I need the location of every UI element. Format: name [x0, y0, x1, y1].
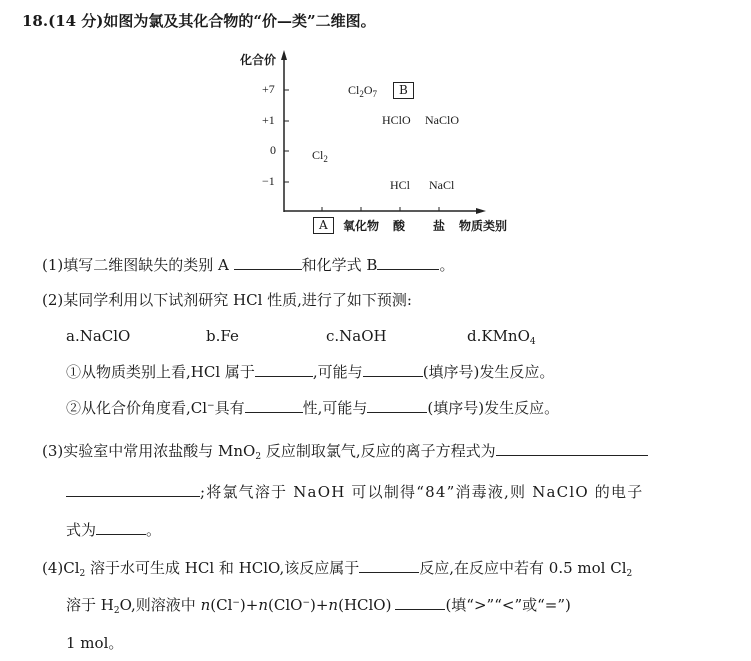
option-b: b.Fe [206, 327, 239, 345]
option-c: c.NaOH [326, 327, 387, 345]
y-tick-label: +1 [262, 113, 275, 127]
blank-a[interactable] [234, 255, 302, 270]
p4-text-f: (Cl [210, 596, 233, 614]
blank-b[interactable] [377, 255, 439, 270]
p1-mid: 和化学式 B [301, 256, 378, 274]
x-category-acid: 酸 [393, 219, 406, 233]
p4-sup1: − [232, 598, 240, 608]
p4-text-g: )+ [239, 596, 259, 614]
p4-sup2: − [302, 598, 310, 608]
p3-text-d: 式为 [66, 521, 97, 539]
part-3-line-1 [42, 441, 648, 461]
part-3-line-2 [66, 482, 643, 502]
x-category-salt: 盐 [433, 219, 446, 233]
point-naclo: NaClO [425, 113, 459, 127]
part-4-line-2 [66, 595, 571, 615]
part-4-line-3: 1 mol。 [66, 634, 124, 652]
p4-n1: n [200, 596, 211, 614]
question-title: 18.(14 分)如图为氯及其化合物的“价—类”二维图。 [22, 12, 376, 30]
q1-text-c: (填序号)发生反应。 [422, 363, 555, 381]
p4-sub-a: 2 [79, 569, 86, 579]
option-a: a.NaClO [66, 327, 131, 345]
x-category-a-box: A [313, 217, 334, 234]
blank-electron-formula[interactable] [96, 520, 146, 535]
p4-text-d: 溶于 H [66, 596, 114, 614]
p3-text-a: (3)实验室中常用浓盐酸与 MnO [42, 442, 256, 460]
blank-q2-property[interactable] [245, 398, 303, 413]
p1-text: (1)填写二维图缺失的类别 A [42, 256, 229, 274]
point-hcl: HCl [390, 178, 411, 192]
y-axis-label: 化合价 [240, 53, 277, 67]
part-2-intro: (2)某同学利用以下试剂研究 HCl 性质,进行了如下预测: [42, 291, 412, 309]
p4-sub-c: 2 [626, 569, 633, 579]
p4-text-e: O,则溶液中 [119, 596, 201, 614]
q2-text-a: ②从化合价角度看,Cl [66, 399, 208, 417]
blank-q1-class[interactable] [255, 362, 313, 377]
p4-text-k: (填“>”“<”或“=”) [445, 596, 571, 614]
point-b-box: B [393, 82, 414, 99]
y-tick-label: 0 [270, 143, 276, 157]
part-1 [42, 255, 454, 275]
part-2-q1 [66, 362, 554, 382]
point-hclo: HClO [382, 113, 411, 127]
p4-sub-d: 2 [113, 606, 120, 616]
p4-n3: n [328, 596, 339, 614]
p3-text-e: 。 [146, 521, 162, 539]
p1-suffix: 。 [439, 256, 455, 274]
blank-q2-options[interactable] [367, 398, 427, 413]
point-cl2o7: $Cl_2O_7$ [348, 83, 378, 99]
p4-text-a: (4)Cl [42, 559, 80, 577]
part-2-q2 [66, 398, 559, 418]
q2-text-c: 性,可能与 [302, 399, 368, 417]
point-cl2: $Cl_2$ [312, 148, 328, 164]
blank-reaction-type[interactable] [359, 558, 419, 573]
p3-text-b: 反应制取氯气,反应的离子方程式为 [261, 442, 496, 460]
blank-ionic-equation-1[interactable] [496, 441, 648, 456]
p4-text-j: (HClO) [338, 596, 392, 614]
x-axis-label: 物质类别 [459, 219, 508, 233]
point-nacl: NaCl [429, 178, 455, 192]
p4-text-c: 反应,在反应中若有 0.5 mol Cl [419, 559, 627, 577]
option-d-text: d.KMnO [467, 327, 530, 345]
q2-text-b: 具有 [214, 399, 245, 417]
y-tick-label: −1 [262, 174, 275, 188]
p3-text-c: ;将氯气溶于 NaOH 可以制得“84”消毒液,则 NaClO 的电子 [200, 483, 644, 501]
blank-ionic-equation-2[interactable] [66, 482, 200, 497]
q2-sup: − [207, 401, 215, 411]
p4-text-i: )+ [310, 596, 329, 614]
p3-sub: 2 [255, 452, 262, 462]
blank-comparison[interactable] [395, 595, 445, 610]
option-d-sub: 4 [529, 337, 536, 347]
part-3-line-3 [66, 520, 161, 540]
p4-text-b: 溶于水可生成 HCl 和 HClO,该反应属于 [85, 559, 360, 577]
y-tick-label: +7 [262, 82, 275, 96]
p4-n2: n [258, 596, 269, 614]
option-d [467, 326, 536, 346]
q1-text-b: ,可能与 [312, 363, 363, 381]
blank-q1-options[interactable] [363, 362, 423, 377]
part-4-line-1 [42, 558, 632, 578]
q2-text-d: (填序号)发生反应。 [427, 399, 560, 417]
p4-text-h: (ClO [268, 596, 303, 614]
x-category-oxide: 氧化物 [343, 219, 380, 233]
q1-text-a: ①从物质类别上看,HCl 属于 [66, 363, 255, 381]
